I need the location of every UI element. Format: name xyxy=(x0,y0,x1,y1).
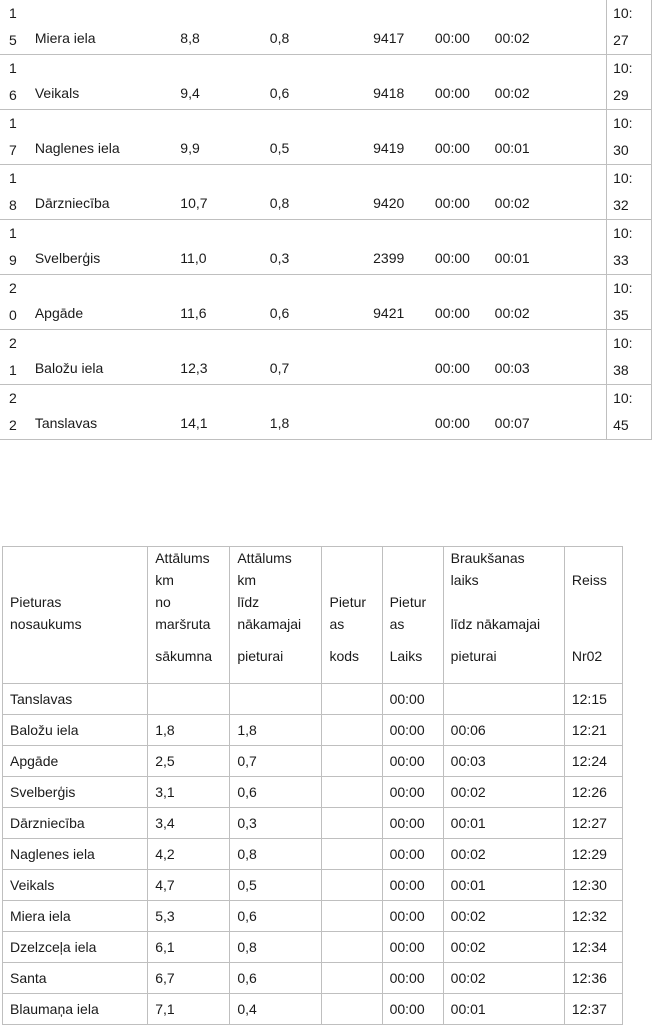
stop-name: Svelberģis xyxy=(3,777,148,808)
departure-time xyxy=(607,55,652,110)
table-row xyxy=(0,220,652,275)
stop-time: 00:00 xyxy=(382,746,443,777)
departure-time: 12:27 xyxy=(564,808,622,839)
row-number-digit: 8 xyxy=(9,197,17,213)
table-row xyxy=(3,932,623,963)
departure-time-part: 10: xyxy=(613,225,633,241)
km-from-start: 1,8 xyxy=(148,715,230,746)
km-from-start: 8,8 xyxy=(180,0,270,55)
km-to-next: 0,4 xyxy=(230,994,322,1025)
km-from-start: 12,3 xyxy=(180,330,270,385)
travel-time: 00:02 xyxy=(443,901,564,932)
row-number-digit: 6 xyxy=(9,87,17,103)
row-number xyxy=(0,55,35,110)
km-to-next: 0,8 xyxy=(270,0,373,55)
row-number-digit: 1 xyxy=(9,5,17,21)
km-to-next: 0,6 xyxy=(270,275,373,330)
departure-time-part: 10: xyxy=(613,280,633,296)
stop-name: Tanslavas xyxy=(35,385,180,440)
departure-time-part: 38 xyxy=(613,362,629,378)
stop-name: Miera iela xyxy=(3,901,148,932)
stop-time: 00:00 xyxy=(435,55,495,110)
stop-time: 00:00 xyxy=(435,0,495,55)
stop-time: 00:00 xyxy=(435,220,495,275)
stop-code: 9421 xyxy=(373,275,435,330)
departure-time-part: 30 xyxy=(613,142,629,158)
stop-time: 00:00 xyxy=(382,715,443,746)
stop-code: 2399 xyxy=(373,220,435,275)
travel-time: 00:02 xyxy=(495,0,607,55)
km-from-start: 10,7 xyxy=(180,165,270,220)
departure-time xyxy=(607,275,652,330)
km-from-start: 6,7 xyxy=(148,963,230,994)
travel-time: 00:02 xyxy=(443,932,564,963)
row-number xyxy=(0,220,35,275)
km-from-start: 9,9 xyxy=(180,110,270,165)
km-from-start: 3,1 xyxy=(148,777,230,808)
departure-time-part: 35 xyxy=(613,307,629,323)
stop-time: 00:00 xyxy=(435,330,495,385)
travel-time: 00:02 xyxy=(495,55,607,110)
travel-time xyxy=(443,684,564,715)
km-to-next: 0,8 xyxy=(230,932,322,963)
stop-name: Dārzniecība xyxy=(3,808,148,839)
stop-code xyxy=(322,901,382,932)
table-row xyxy=(0,330,652,385)
km-to-next: 0,7 xyxy=(230,746,322,777)
row-number-digit: 2 xyxy=(9,335,17,351)
table-row xyxy=(0,165,652,220)
row-number xyxy=(0,385,35,440)
departure-time: 12:37 xyxy=(564,994,622,1025)
km-to-next: 0,5 xyxy=(270,110,373,165)
departure-time-part: 10: xyxy=(613,390,633,406)
travel-time: 00:07 xyxy=(495,385,607,440)
km-from-start: 5,3 xyxy=(148,901,230,932)
travel-time: 00:03 xyxy=(495,330,607,385)
km-to-next: 0,6 xyxy=(230,901,322,932)
stop-time: 00:00 xyxy=(382,777,443,808)
stop-code xyxy=(373,330,435,385)
departure-time-part: 10: xyxy=(613,5,633,21)
km-to-next: 1,8 xyxy=(270,385,373,440)
stop-time: 00:00 xyxy=(435,385,495,440)
stop-time: 00:00 xyxy=(382,932,443,963)
km-to-next: 0,7 xyxy=(270,330,373,385)
km-from-start: 2,5 xyxy=(148,746,230,777)
stop-name: Svelberģis xyxy=(35,220,180,275)
travel-time: 00:01 xyxy=(443,808,564,839)
departure-time: 12:24 xyxy=(564,746,622,777)
row-number xyxy=(0,330,35,385)
departure-time-part: 10: xyxy=(613,170,633,186)
row-number-digit: 1 xyxy=(9,60,17,76)
travel-time: 00:01 xyxy=(495,110,607,165)
departure-time-part: 10: xyxy=(613,115,633,131)
header-km-start: Attālums km no maršruta sākumna xyxy=(148,547,230,684)
stop-name: Baložu iela xyxy=(3,715,148,746)
header-trip: Reiss Nr02 xyxy=(564,547,622,684)
row-number-digit: 0 xyxy=(9,307,17,323)
stop-time: 00:00 xyxy=(435,165,495,220)
departure-time: 12:36 xyxy=(564,963,622,994)
stop-code xyxy=(373,385,435,440)
row-number-digit: 5 xyxy=(9,32,17,48)
departure-time: 12:34 xyxy=(564,932,622,963)
table-row xyxy=(3,839,623,870)
stop-time: 00:00 xyxy=(382,901,443,932)
stop-code xyxy=(322,839,382,870)
header-stop-time: Pietur as Laiks xyxy=(382,547,443,684)
table-row xyxy=(3,715,623,746)
stop-name: Apgāde xyxy=(3,746,148,777)
stop-name: Naglenes iela xyxy=(35,110,180,165)
row-number xyxy=(0,275,35,330)
departure-time-part: 29 xyxy=(613,87,629,103)
stop-code xyxy=(322,932,382,963)
row-number-digit: 2 xyxy=(9,280,17,296)
stop-code xyxy=(322,870,382,901)
row-number-digit: 7 xyxy=(9,142,17,158)
table-row xyxy=(3,808,623,839)
stop-code xyxy=(322,684,382,715)
km-to-next: 0,3 xyxy=(230,808,322,839)
departure-time-part: 10: xyxy=(613,60,633,76)
table-row xyxy=(3,994,623,1025)
row-number xyxy=(0,165,35,220)
stop-time: 00:00 xyxy=(435,275,495,330)
departure-time-part: 27 xyxy=(613,32,629,48)
table-row xyxy=(3,684,623,715)
stop-code xyxy=(322,963,382,994)
km-to-next: 0,6 xyxy=(270,55,373,110)
km-to-next: 0,5 xyxy=(230,870,322,901)
km-to-next: 0,6 xyxy=(230,963,322,994)
stop-name: Dzelzceļa iela xyxy=(3,932,148,963)
travel-time: 00:06 xyxy=(443,715,564,746)
stop-time: 00:00 xyxy=(382,839,443,870)
km-from-start: 4,2 xyxy=(148,839,230,870)
row-number xyxy=(0,110,35,165)
departure-time: 12:26 xyxy=(564,777,622,808)
stop-name: Miera iela xyxy=(35,0,180,55)
km-to-next: 0,8 xyxy=(230,839,322,870)
stop-time: 00:00 xyxy=(435,110,495,165)
header-row xyxy=(3,547,623,684)
row-number-digit: 9 xyxy=(9,252,17,268)
departure-time: 12:29 xyxy=(564,839,622,870)
travel-time: 00:01 xyxy=(443,994,564,1025)
km-from-start: 11,0 xyxy=(180,220,270,275)
departure-time xyxy=(607,0,652,55)
travel-time: 00:02 xyxy=(495,275,607,330)
travel-time: 00:01 xyxy=(443,870,564,901)
stop-time: 00:00 xyxy=(382,994,443,1025)
travel-time: 00:02 xyxy=(443,963,564,994)
stop-name: Tanslavas xyxy=(3,684,148,715)
stop-time: 00:00 xyxy=(382,963,443,994)
row-number-digit: 1 xyxy=(9,225,17,241)
row-number-digit: 2 xyxy=(9,417,17,433)
km-to-next: 0,3 xyxy=(270,220,373,275)
stop-name: Veikals xyxy=(35,55,180,110)
km-to-next: 0,8 xyxy=(270,165,373,220)
stop-time: 00:00 xyxy=(382,808,443,839)
table-row xyxy=(3,901,623,932)
stop-code: 9420 xyxy=(373,165,435,220)
departure-time-part: 33 xyxy=(613,252,629,268)
header-stop-code: Pietur as kods xyxy=(322,547,382,684)
table-row xyxy=(3,777,623,808)
header-travel-time: Braukšanas laiks līdz nākamajai pieturai xyxy=(443,547,564,684)
header-stop-name: Pieturas nosaukums xyxy=(3,547,148,684)
header-km-next: Attālums km līdz nākamajai pieturai xyxy=(230,547,322,684)
departure-time xyxy=(607,165,652,220)
departure-time: 12:21 xyxy=(564,715,622,746)
table-row xyxy=(0,0,652,55)
km-to-next xyxy=(230,684,322,715)
table-row xyxy=(3,746,623,777)
row-number-digit: 1 xyxy=(9,170,17,186)
stop-code xyxy=(322,715,382,746)
departure-time xyxy=(607,330,652,385)
travel-time: 00:02 xyxy=(443,839,564,870)
departure-time-part: 45 xyxy=(613,417,629,433)
departure-time xyxy=(607,110,652,165)
stop-name: Baložu iela xyxy=(35,330,180,385)
stop-time: 00:00 xyxy=(382,684,443,715)
stop-code: 9417 xyxy=(373,0,435,55)
km-from-start: 4,7 xyxy=(148,870,230,901)
stop-name: Naglenes iela xyxy=(3,839,148,870)
travel-time: 00:01 xyxy=(495,220,607,275)
table-row xyxy=(0,110,652,165)
row-number-digit: 1 xyxy=(9,362,17,378)
km-from-start: 11,6 xyxy=(180,275,270,330)
stop-name: Veikals xyxy=(3,870,148,901)
stop-name: Dārzniecība xyxy=(35,165,180,220)
departure-time-part: 10: xyxy=(613,335,633,351)
stop-code: 9419 xyxy=(373,110,435,165)
travel-time: 00:02 xyxy=(443,777,564,808)
departure-time xyxy=(607,385,652,440)
table-row xyxy=(3,870,623,901)
departure-time: 12:32 xyxy=(564,901,622,932)
row-number-digit: 1 xyxy=(9,115,17,131)
km-to-next: 0,6 xyxy=(230,777,322,808)
km-from-start: 9,4 xyxy=(180,55,270,110)
travel-time: 00:03 xyxy=(443,746,564,777)
table-row xyxy=(0,385,652,440)
row-number-digit: 2 xyxy=(9,390,17,406)
km-from-start: 3,4 xyxy=(148,808,230,839)
departure-time-part: 32 xyxy=(613,197,629,213)
stop-name: Blaumaņa iela xyxy=(3,994,148,1025)
table-row xyxy=(3,963,623,994)
stop-code xyxy=(322,746,382,777)
timetable-return-trip xyxy=(2,546,623,1025)
stop-name: Santa xyxy=(3,963,148,994)
stop-code xyxy=(322,777,382,808)
stop-code xyxy=(322,994,382,1025)
travel-time: 00:02 xyxy=(495,165,607,220)
stop-code xyxy=(322,808,382,839)
km-from-start xyxy=(148,684,230,715)
km-from-start: 14,1 xyxy=(180,385,270,440)
table-row xyxy=(0,275,652,330)
row-number xyxy=(0,0,35,55)
km-to-next: 1,8 xyxy=(230,715,322,746)
stop-code: 9418 xyxy=(373,55,435,110)
table-row xyxy=(0,55,652,110)
stop-time: 00:00 xyxy=(382,870,443,901)
km-from-start: 7,1 xyxy=(148,994,230,1025)
timetable-continuation xyxy=(0,0,652,440)
departure-time: 12:15 xyxy=(564,684,622,715)
km-from-start: 6,1 xyxy=(148,932,230,963)
stop-name: Apgāde xyxy=(35,275,180,330)
departure-time: 12:30 xyxy=(564,870,622,901)
departure-time xyxy=(607,220,652,275)
